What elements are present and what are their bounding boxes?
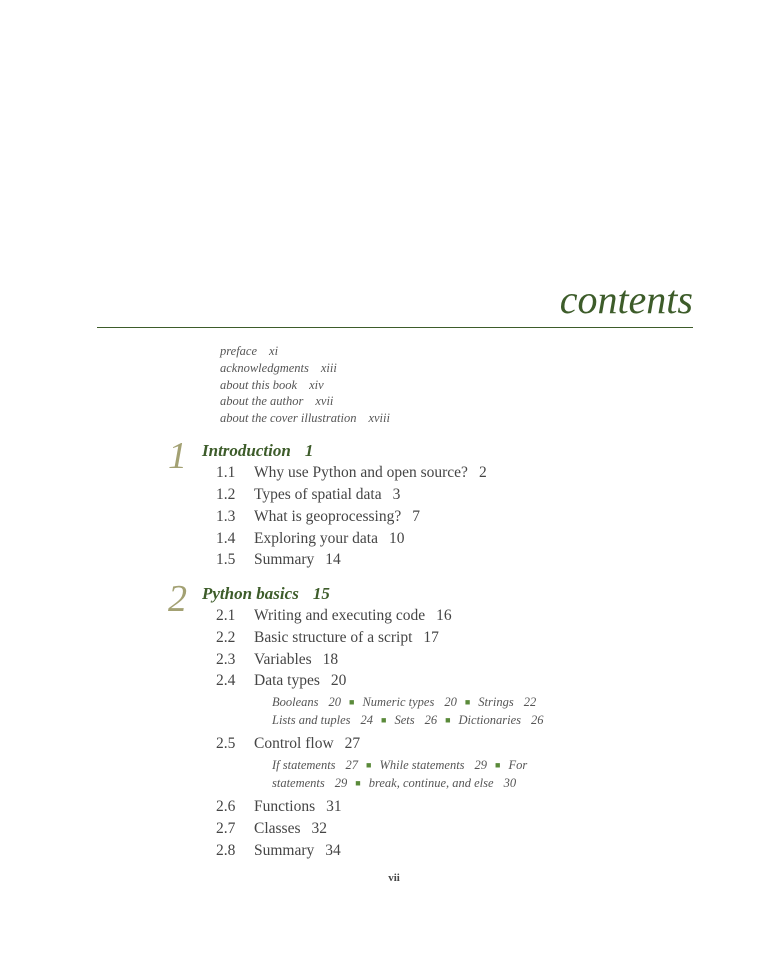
section-entry[interactable] — [216, 463, 487, 483]
subsection-page: 20 — [328, 695, 342, 709]
section-number: 1.2 — [216, 486, 236, 503]
bullet-separator: ■ — [366, 760, 372, 770]
entry-page: xvii — [315, 394, 334, 409]
subsection-entry[interactable] — [272, 695, 341, 709]
subsection-entry[interactable] — [394, 713, 437, 727]
title-rule — [97, 327, 693, 328]
subsection-page: 26 — [531, 713, 544, 727]
chapter-page: 15 — [312, 584, 330, 603]
bullet-separator: ■ — [381, 715, 387, 725]
subsection-entry[interactable] — [508, 758, 527, 772]
entry-page: xi — [269, 344, 279, 358]
section-title: Classes — [254, 820, 301, 837]
bullet-separator: ■ — [355, 778, 361, 788]
front-matter-list — [220, 343, 390, 427]
subsection-page: 26 — [424, 713, 438, 727]
subsection-title: Numeric types — [362, 695, 435, 709]
subsection-line — [272, 774, 516, 793]
subsection-line — [272, 756, 527, 775]
section-entry[interactable] — [216, 628, 439, 648]
subsection-title: For — [508, 758, 528, 772]
subsection-page: 29 — [334, 776, 348, 790]
subsection-entry[interactable] — [379, 758, 487, 772]
chapter-page: 1 — [304, 441, 314, 460]
entry-label: about the cover illustration — [220, 411, 357, 426]
section-title: Functions — [254, 798, 316, 815]
subsection-title: Strings — [478, 695, 514, 709]
page-number: vii — [388, 872, 400, 884]
section-title: Summary — [254, 551, 315, 568]
subsection-title: Booleans — [272, 695, 319, 709]
section-number: 2.5 — [216, 735, 236, 752]
entry-label: acknowledgments — [220, 360, 309, 375]
chapter-number: 2 — [168, 578, 187, 620]
section-page: 16 — [436, 607, 452, 624]
section-title: Writing and executing code — [254, 607, 426, 624]
entry-page: xviii — [368, 411, 390, 426]
section-entry[interactable] — [216, 529, 404, 549]
subsection-entry[interactable] — [459, 713, 544, 727]
section-entry[interactable] — [216, 650, 338, 670]
section-number: 1.5 — [216, 551, 236, 568]
section-entry[interactable] — [216, 841, 341, 861]
section-entry[interactable] — [216, 819, 327, 839]
section-page: 34 — [325, 842, 341, 859]
chapter-number: 1 — [168, 435, 187, 477]
front-matter-item[interactable] — [220, 343, 390, 360]
section-number: 2.1 — [216, 607, 236, 624]
subsection-entry[interactable] — [369, 776, 516, 790]
section-title: Why use Python and open source? — [254, 464, 468, 481]
subsection-entry[interactable] — [272, 713, 373, 727]
subsection-entry[interactable] — [362, 695, 456, 709]
section-entry[interactable] — [216, 734, 360, 754]
section-number: 2.4 — [216, 672, 236, 689]
chapter-title: Introduction — [202, 441, 291, 460]
section-title: Types of spatial data — [254, 486, 382, 503]
subsection-title: Lists and tuples — [272, 713, 351, 727]
section-title: What is geoprocessing? — [254, 508, 402, 525]
section-title: Basic structure of a script — [254, 629, 413, 646]
section-entry[interactable] — [216, 485, 400, 505]
subsection-title: statements — [272, 776, 325, 790]
section-entry[interactable] — [216, 550, 341, 570]
section-title: Data types — [254, 672, 320, 689]
section-entry[interactable] — [216, 671, 346, 691]
section-title: Control flow — [254, 735, 334, 752]
subsection-title: Sets — [394, 713, 415, 727]
subsection-entry[interactable] — [272, 758, 358, 772]
chapter-title-link[interactable] — [202, 440, 313, 462]
section-number: 1.1 — [216, 464, 236, 481]
section-entry[interactable] — [216, 797, 342, 817]
subsection-page: 20 — [444, 695, 457, 709]
bullet-separator: ■ — [495, 760, 501, 770]
section-page: 10 — [388, 530, 405, 547]
section-number: 2.2 — [216, 629, 236, 646]
bullet-separator: ■ — [349, 697, 355, 707]
subsection-title: While statements — [379, 758, 465, 772]
subsection-line — [272, 693, 536, 712]
entry-label: about this book — [220, 377, 298, 392]
section-title: Exploring your data — [254, 530, 378, 547]
section-entry[interactable] — [216, 507, 420, 527]
section-number: 1.3 — [216, 508, 236, 525]
section-page: 31 — [326, 798, 342, 815]
entry-label: preface — [220, 344, 258, 358]
subsection-title: If statements — [272, 758, 336, 772]
bullet-separator: ■ — [464, 697, 471, 707]
subsection-page: 22 — [523, 695, 537, 709]
front-matter-item[interactable] — [220, 393, 390, 410]
section-number: 2.7 — [216, 820, 236, 837]
section-number: 1.4 — [216, 530, 236, 547]
section-page: 18 — [322, 651, 339, 668]
bullet-separator: ■ — [445, 715, 451, 725]
front-matter-item[interactable] — [220, 410, 390, 427]
subsection-entry[interactable] — [478, 695, 536, 709]
section-entry[interactable] — [216, 606, 452, 626]
section-page: 20 — [330, 672, 347, 689]
section-page: 14 — [325, 551, 341, 568]
subsection-title: break, continue, and else — [368, 776, 494, 790]
subsection-page: 24 — [360, 713, 373, 727]
front-matter-item[interactable] — [220, 360, 390, 377]
subsection-entry[interactable] — [272, 776, 347, 790]
section-page: 32 — [311, 820, 327, 837]
section-page: 3 — [392, 486, 401, 503]
subsection-title: Dictionaries — [458, 713, 522, 727]
entry-page: xiii — [320, 360, 337, 375]
section-title: Variables — [254, 651, 312, 668]
entry-page: xiv — [309, 377, 324, 392]
entry-label: about the author — [220, 394, 304, 409]
page-title: contents — [559, 277, 693, 322]
section-number: 2.3 — [216, 651, 236, 668]
front-matter-item[interactable] — [220, 377, 390, 394]
section-page: 2 — [478, 464, 487, 481]
section-number: 2.8 — [216, 842, 236, 859]
section-title: Summary — [254, 842, 315, 859]
section-page: 7 — [412, 508, 420, 525]
subsection-page: 29 — [474, 758, 488, 772]
section-page: 17 — [423, 629, 439, 646]
chapter-title: Python basics — [202, 584, 299, 603]
section-page: 27 — [344, 735, 361, 752]
subsection-page: 27 — [345, 758, 359, 772]
chapter-title-link[interactable] — [202, 583, 330, 605]
section-number: 2.6 — [216, 798, 236, 815]
subsection-page: 30 — [503, 776, 517, 790]
subsection-line — [272, 711, 544, 730]
